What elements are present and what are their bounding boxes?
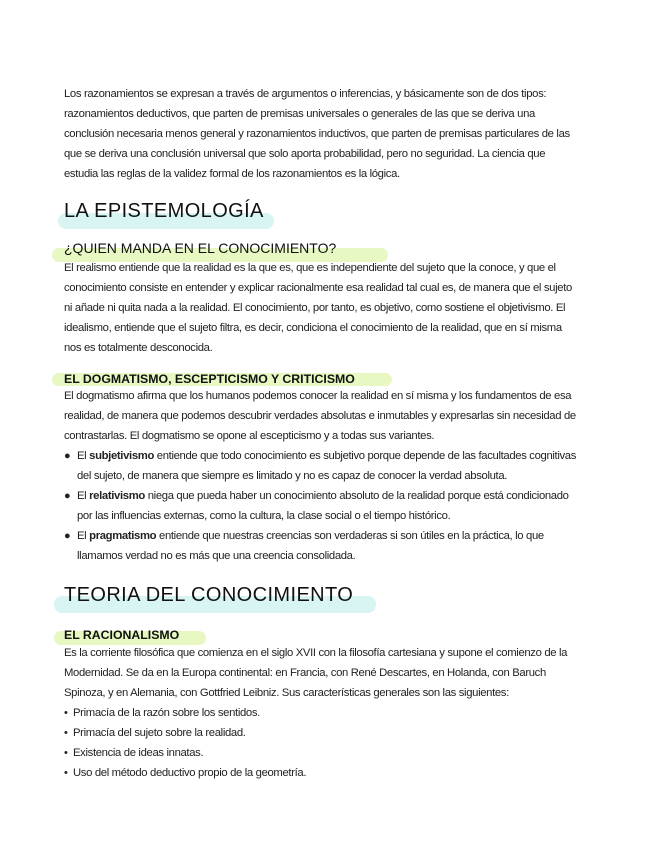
intro-paragraph: Los razonamientos se expresan a través de argumentos o inferencias, y básicamente son de dos tipos: razonamientos deductivos, que parten de premisas universales o generales de las que se deriva una conclusión necesaria menos general y razonamientos inductivos, que parten de premisas particulares de las que se deriva una conclusión universal que solo aporta probabilidad, pero no seguridad. La ciencia que estudia las reglas de la validez formal de los razonamientos es la lógica. [64, 88, 570, 180]
list-item: • Primacía del sujeto sobre la realidad. [64, 723, 580, 743]
dogmatismo-bullet-list [64, 446, 580, 566]
list-item: • Uso del método deductivo propio de la geometría. [64, 763, 580, 783]
section-title-epistemologia: LA EPISTEMOLOGÍA [64, 200, 264, 222]
racionalismo-bullet-list [64, 703, 580, 783]
list-item: ● El subjetivismo entiende que todo conocimiento es subjetivo porque depende de las facultades cognitivas del sujeto, de manera que siempre es limitado y no es capaz de conocer la verdad absoluta. [64, 446, 580, 486]
list-item: • Primacía de la razón sobre los sentidos. [64, 703, 580, 723]
bullet-icon: • [64, 707, 68, 719]
racionalismo-paragraph: Es la corriente filosófica que comienza en el siglo XVII con la filosofía cartesiana y supone el comienzo de la Modernidad. Se da en la Europa continental: en Francia, con René Descartes, en Holanda, con Baruch Spinoza, y en Alemania, con Gottfried Leibniz. Sus características generales son las siguientes: [64, 647, 568, 699]
bullet-icon: ● [64, 530, 71, 542]
subsection-title-dogmatismo: EL DOGMATISMO, ESCEPTICISMO Y CRITICISMO [64, 372, 355, 386]
section-title-teoria: TEORIA DEL CONOCIMIENTO [64, 584, 354, 606]
bullet-icon: • [64, 747, 68, 759]
term-pragmatismo: pragmatismo [89, 530, 157, 542]
term-relativismo: relativismo [89, 490, 145, 502]
list-item: • Existencia de ideas innatas. [64, 743, 580, 763]
list-item: ● El relativismo niega que pueda haber un conocimiento absoluto de la realidad porque está condicionado por las influencias externas, como la cultura, la clase social o el tiempo histórico. [64, 486, 580, 526]
racionalismo-block [64, 643, 580, 783]
list-item: ● El pragmatismo entiende que nuestras creencias son verdaderas si son útiles en la práctica, lo que llamamos verdad no es más que una creencia consolidada. [64, 526, 580, 566]
dogmatismo-paragraph: El dogmatismo afirma que los humanos podemos conocer la realidad en sí misma y los fundamentos de esa realidad, de manera que podemos descubrir verdades absolutas e inmutables y expresarlas sin necesidad de contrastarlas. El dogmatismo se opone al escepticismo y a todas sus variantes. [64, 390, 576, 442]
bullet-icon: • [64, 727, 68, 739]
bullet-icon: ● [64, 490, 71, 502]
bullet-icon: ● [64, 450, 71, 462]
bullet-icon: • [64, 767, 68, 779]
dogmatismo-block [64, 386, 580, 566]
subsection-title-quien-manda: ¿QUIEN MANDA EN EL CONOCIMIENTO? [64, 240, 337, 256]
subsection-title-racionalismo: EL RACIONALISMO [64, 628, 180, 642]
term-subjetivismo: subjetivismo [89, 450, 154, 462]
realismo-paragraph: El realismo entiende que la realidad es la que es, que es independiente del sujeto que la conoce, y que el conocimiento consiste en entender y explicar racionalmente esa realidad tal cual es, de manera que el sujeto ni añade ni quita nada a la realidad. El conocimiento, por tanto, es objetivo, como sostiene el objetivismo. El idealismo, entiende que el sujeto filtra, es decir, condiciona el conocimiento de la realidad, que en sí misma nos es totalmente desconocida. [64, 262, 572, 354]
